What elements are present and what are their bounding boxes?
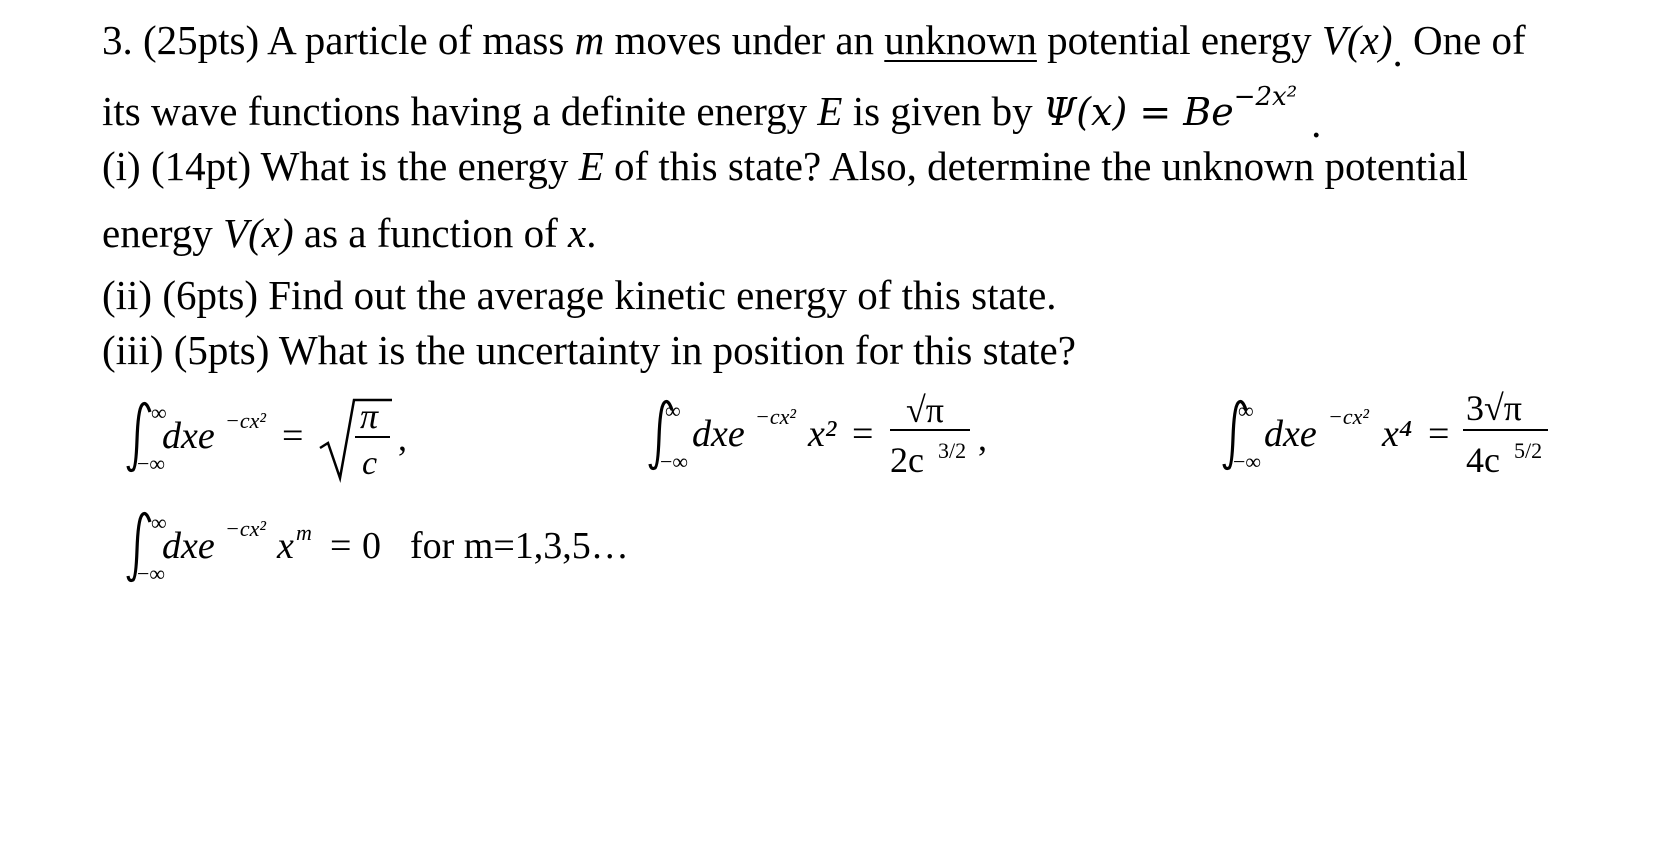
lower-limit: −∞ bbox=[1233, 449, 1262, 474]
energy-symbol: E bbox=[578, 143, 604, 189]
equals-sign: = bbox=[852, 413, 874, 455]
exponent: −cx² bbox=[225, 408, 266, 433]
potential-symbol: V(x) bbox=[223, 210, 294, 256]
part-iii: (iii) (5pts) What is the uncertainty in position for this state? bbox=[102, 327, 1076, 373]
x-symbol: x bbox=[568, 210, 587, 256]
wavefunction-expression: Ψ(x) = Be bbox=[1042, 90, 1234, 134]
condition: for m=1,3,5… bbox=[410, 525, 629, 567]
x-power: x² bbox=[808, 413, 837, 455]
equals-sign: = bbox=[330, 525, 352, 567]
exponent: −cx² bbox=[755, 404, 796, 429]
part-i-text: energy bbox=[102, 210, 213, 256]
numerator: π bbox=[360, 396, 379, 436]
numerator: 3√π bbox=[1466, 388, 1522, 428]
problem-number: 3. bbox=[102, 17, 133, 63]
lower-limit: −∞ bbox=[660, 449, 689, 474]
wavefunction-exponent: −2x² bbox=[1233, 82, 1298, 112]
integral-2 bbox=[650, 390, 987, 480]
comma: , bbox=[978, 418, 987, 458]
period-mark: . bbox=[586, 210, 597, 256]
numerator: √π bbox=[906, 390, 944, 430]
part-i-text: of this state? Also, determine the unknown potential bbox=[613, 143, 1468, 189]
potential-symbol: V(x) bbox=[1321, 17, 1393, 63]
problem-points: (25pts) bbox=[143, 17, 260, 63]
integral-4 bbox=[128, 510, 629, 586]
integrand: dxe bbox=[692, 413, 745, 455]
denominator: 2c bbox=[890, 440, 924, 480]
integrand: dxe bbox=[162, 415, 215, 457]
integrand: dxe bbox=[162, 525, 215, 567]
part-i-text: (i) (14pt) What is the energy bbox=[102, 143, 569, 189]
denominator: 4c bbox=[1466, 440, 1500, 480]
upper-limit: ∞ bbox=[665, 398, 681, 423]
lower-limit: −∞ bbox=[137, 451, 166, 476]
problem-text: potential energy bbox=[1047, 17, 1312, 63]
x-power: x bbox=[277, 525, 294, 567]
denominator-exponent: 5/2 bbox=[1514, 438, 1543, 463]
integral-3 bbox=[1224, 388, 1548, 480]
x-power: x⁴ bbox=[1382, 413, 1413, 455]
part-ii: (ii) (6pts) Find out the average kinetic energy of this state. bbox=[102, 272, 1057, 318]
integral-1 bbox=[128, 396, 407, 482]
problem-text: its wave functions having a definite energy bbox=[102, 88, 808, 134]
problem-text: A particle of mass bbox=[267, 17, 565, 63]
exponent: −cx² bbox=[225, 516, 266, 541]
result-zero: 0 bbox=[362, 525, 381, 567]
lower-limit: −∞ bbox=[137, 561, 166, 586]
equals-sign: = bbox=[282, 415, 304, 457]
integrand: dxe bbox=[1264, 413, 1317, 455]
problem-text: is given by bbox=[852, 88, 1033, 134]
power-exponent: m bbox=[296, 520, 312, 545]
upper-limit: ∞ bbox=[151, 510, 167, 535]
energy-symbol: E bbox=[817, 88, 843, 134]
problem-text: One of bbox=[1412, 17, 1526, 63]
denominator: c bbox=[362, 445, 378, 482]
exponent: −cx² bbox=[1328, 404, 1369, 429]
radical-sign bbox=[320, 400, 392, 478]
part-i-text: as a function of bbox=[303, 210, 558, 256]
period-mark: . bbox=[1392, 29, 1403, 75]
mass-symbol: m bbox=[574, 17, 605, 63]
unknown-underlined: unknown bbox=[884, 17, 1037, 63]
comma: , bbox=[398, 418, 407, 458]
period-mark: . bbox=[1311, 100, 1322, 146]
denominator-exponent: 3/2 bbox=[938, 438, 967, 463]
problem-text: moves under an bbox=[614, 17, 875, 63]
upper-limit: ∞ bbox=[151, 400, 167, 425]
equals-sign: = bbox=[1428, 413, 1450, 455]
upper-limit: ∞ bbox=[1238, 398, 1254, 423]
